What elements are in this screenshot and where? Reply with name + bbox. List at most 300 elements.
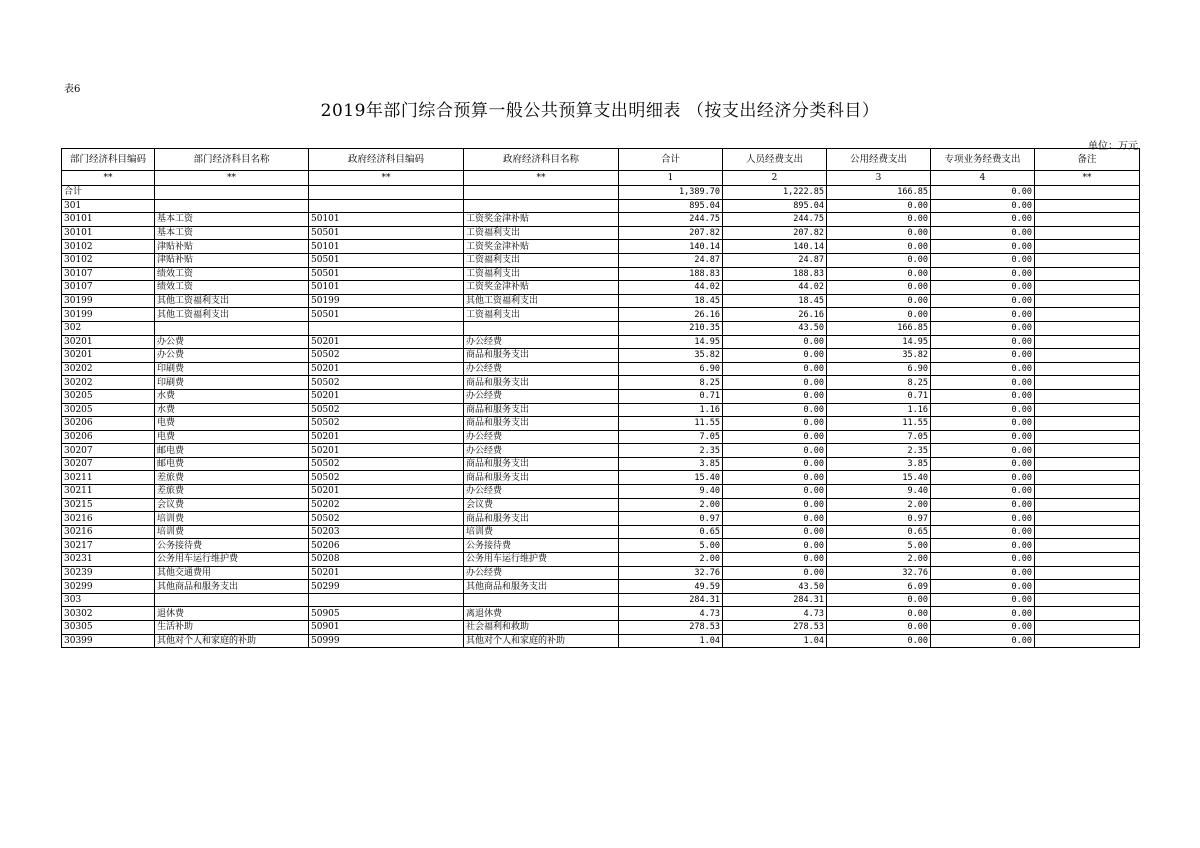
gov-code-cell: 50502 [309,512,464,526]
dept-name-cell: 差旅费 [155,485,309,499]
dept-code-cell: 30215 [62,498,155,512]
personnel-cell: 43.50 [723,580,827,594]
total-cell: 4.73 [619,607,723,621]
special-cell: 0.00 [931,335,1035,349]
dept-code-cell: 30202 [62,376,155,390]
personnel-cell: 0.00 [723,512,827,526]
personnel-cell: 4.73 [723,607,827,621]
public-cell: 6.09 [827,580,931,594]
special-cell: 0.00 [931,485,1035,499]
gov-code-cell: 50502 [309,376,464,390]
gov-code-cell: 50201 [309,444,464,458]
personnel-cell: 0.00 [723,457,827,471]
special-cell: 0.00 [931,321,1035,335]
personnel-cell: 0.00 [723,471,827,485]
dept-code-cell: 30205 [62,389,155,403]
gov-code-cell: 50501 [309,253,464,267]
total-cell: 2.35 [619,444,723,458]
note-cell [1035,457,1140,471]
table-row [62,417,1140,431]
public-cell: 2.35 [827,444,931,458]
public-cell: 0.00 [827,308,931,322]
gov-code-cell: 50203 [309,525,464,539]
special-cell: 0.00 [931,634,1035,648]
table-row [62,403,1140,417]
note-cell [1035,566,1140,580]
column-header: 人员经费支出 [723,149,827,171]
dept-code-cell: 30216 [62,512,155,526]
public-cell: 32.76 [827,566,931,580]
dept-code-cell: 30205 [62,403,155,417]
public-cell: 15.40 [827,471,931,485]
column-header: 合计 [619,149,723,171]
gov-code-cell: 50101 [309,281,464,295]
dept-code-cell: 302 [62,321,155,335]
budget-table [61,148,1140,648]
dept-name-cell: 其他交通费用 [155,566,309,580]
table-row [62,512,1140,526]
public-cell: 166.85 [827,321,931,335]
total-cell: 18.45 [619,294,723,308]
dept-code-cell: 301 [62,199,155,213]
public-cell: 5.00 [827,539,931,553]
dept-name-cell [155,593,309,607]
total-cell: 3.85 [619,457,723,471]
dept-code-cell: 30211 [62,471,155,485]
note-cell [1035,335,1140,349]
gov-name-cell [464,199,619,213]
personnel-cell: 895.04 [723,199,827,213]
public-cell: 0.00 [827,634,931,648]
note-cell [1035,267,1140,281]
personnel-cell: 0.00 [723,376,827,390]
special-cell: 0.00 [931,580,1035,594]
special-cell: 0.00 [931,253,1035,267]
total-cell: 26.16 [619,308,723,322]
public-cell: 0.71 [827,389,931,403]
column-header: 政府经济科目名称 [464,149,619,171]
note-cell [1035,199,1140,213]
gov-code-cell: 50502 [309,417,464,431]
gov-name-cell: 办公经费 [464,444,619,458]
gov-name-cell: 办公经费 [464,335,619,349]
gov-name-cell: 工资奖金津补贴 [464,213,619,227]
dept-code-cell: 30399 [62,634,155,648]
column-header: 部门经济科目编码 [62,149,155,171]
gov-code-cell: 50201 [309,389,464,403]
note-cell [1035,444,1140,458]
note-cell [1035,607,1140,621]
public-cell: 0.97 [827,512,931,526]
table-row [62,376,1140,390]
total-cell: 32.76 [619,566,723,580]
unit-label: 单位：万元 [1088,141,1138,152]
gov-name-cell: 办公经费 [464,430,619,444]
personnel-cell: 0.00 [723,498,827,512]
personnel-cell: 188.83 [723,267,827,281]
dept-code-cell: 30199 [62,308,155,322]
table-row [62,335,1140,349]
column-index: ** [1035,171,1140,186]
total-cell: 2.00 [619,553,723,567]
dept-code-cell: 30107 [62,267,155,281]
special-cell: 0.00 [931,389,1035,403]
table-row [62,240,1140,254]
note-cell [1035,213,1140,227]
note-cell [1035,580,1140,594]
special-cell: 0.00 [931,512,1035,526]
gov-code-cell: 50101 [309,240,464,254]
column-index: 1 [619,171,723,186]
public-cell: 0.00 [827,199,931,213]
table-row [62,593,1140,607]
gov-name-cell: 其他商品和服务支出 [464,580,619,594]
personnel-cell: 0.00 [723,335,827,349]
gov-name-cell [464,186,619,200]
dept-name-cell: 绩效工资 [155,267,309,281]
special-cell: 0.00 [931,498,1035,512]
dept-name-cell: 差旅费 [155,471,309,485]
public-cell: 1.16 [827,403,931,417]
personnel-cell: 0.00 [723,417,827,431]
gov-name-cell: 其他工资福利支出 [464,294,619,308]
note-cell [1035,430,1140,444]
table-row [62,566,1140,580]
note-cell [1035,471,1140,485]
total-cell: 5.00 [619,539,723,553]
dept-name-cell: 邮电费 [155,444,309,458]
page-title: 2019年部门综合预算一般公共预算支出明细表 （按支出经济分类科目） [320,101,880,121]
column-header: 专项业务经费支出 [931,149,1035,171]
dept-name-cell: 邮电费 [155,457,309,471]
special-cell: 0.00 [931,240,1035,254]
dept-name-cell: 其他对个人和家庭的补助 [155,634,309,648]
dept-name-cell: 会议费 [155,498,309,512]
note-cell [1035,321,1140,335]
gov-name-cell: 商品和服务支出 [464,349,619,363]
special-cell: 0.00 [931,308,1035,322]
table-row [62,607,1140,621]
table-body [62,186,1140,648]
column-index-row [62,171,1140,186]
dept-name-cell: 印刷费 [155,376,309,390]
dept-name-cell: 印刷费 [155,362,309,376]
dept-name-cell: 其他商品和服务支出 [155,580,309,594]
table-row [62,430,1140,444]
dept-code-cell: 30201 [62,349,155,363]
note-cell [1035,485,1140,499]
dept-name-cell: 其他工资福利支出 [155,308,309,322]
gov-name-cell: 会议费 [464,498,619,512]
total-cell: 6.90 [619,362,723,376]
total-cell: 15.40 [619,471,723,485]
table-row [62,389,1140,403]
public-cell: 0.00 [827,294,931,308]
note-cell [1035,376,1140,390]
dept-code-cell: 30299 [62,580,155,594]
gov-name-cell [464,593,619,607]
total-cell: 11.55 [619,417,723,431]
table-row [62,294,1140,308]
table-row [62,444,1140,458]
total-cell: 9.40 [619,485,723,499]
personnel-cell: 0.00 [723,539,827,553]
gov-name-cell: 工资福利支出 [464,308,619,322]
dept-name-cell: 津贴补贴 [155,253,309,267]
dept-name-cell: 培训费 [155,512,309,526]
gov-code-cell: 50502 [309,349,464,363]
special-cell: 0.00 [931,362,1035,376]
gov-code-cell: 50201 [309,335,464,349]
total-cell: 8.25 [619,376,723,390]
gov-name-cell: 商品和服务支出 [464,417,619,431]
gov-name-cell: 公务用车运行维护费 [464,553,619,567]
note-cell [1035,525,1140,539]
public-cell: 0.00 [827,240,931,254]
dept-name-cell [155,186,309,200]
dept-code-cell: 30231 [62,553,155,567]
dept-code-cell: 30107 [62,281,155,295]
personnel-cell: 0.00 [723,525,827,539]
dept-code-cell: 30202 [62,362,155,376]
total-cell: 278.53 [619,621,723,635]
gov-code-cell: 50206 [309,539,464,553]
dept-name-cell: 生活补助 [155,621,309,635]
dept-name-cell: 公务用车运行维护费 [155,553,309,567]
dept-name-cell [155,199,309,213]
dept-code-cell: 30305 [62,621,155,635]
gov-code-cell: 50501 [309,267,464,281]
special-cell: 0.00 [931,553,1035,567]
total-cell: 244.75 [619,213,723,227]
personnel-cell: 0.00 [723,349,827,363]
special-cell: 0.00 [931,444,1035,458]
dept-code-cell: 30239 [62,566,155,580]
public-cell: 14.95 [827,335,931,349]
note-cell [1035,634,1140,648]
gov-name-cell: 工资奖金津补贴 [464,281,619,295]
dept-name-cell: 公务接待费 [155,539,309,553]
public-cell: 8.25 [827,376,931,390]
table-row [62,634,1140,648]
dept-name-cell: 退休费 [155,607,309,621]
public-cell: 9.40 [827,485,931,499]
public-cell: 6.90 [827,362,931,376]
gov-name-cell: 商品和服务支出 [464,376,619,390]
special-cell: 0.00 [931,213,1035,227]
dept-code-cell: 30207 [62,457,155,471]
gov-name-cell: 商品和服务支出 [464,403,619,417]
table-header-row [62,149,1140,171]
table-row [62,621,1140,635]
special-cell: 0.00 [931,349,1035,363]
public-cell: 0.00 [827,621,931,635]
dept-name-cell: 电费 [155,430,309,444]
special-cell: 0.00 [931,430,1035,444]
dept-name-cell [155,321,309,335]
total-cell: 35.82 [619,349,723,363]
total-cell: 207.82 [619,226,723,240]
note-cell [1035,417,1140,431]
personnel-cell: 140.14 [723,240,827,254]
gov-name-cell: 工资福利支出 [464,253,619,267]
personnel-cell: 43.50 [723,321,827,335]
special-cell: 0.00 [931,539,1035,553]
gov-code-cell: 50502 [309,471,464,485]
special-cell: 0.00 [931,186,1035,200]
personnel-cell: 26.16 [723,308,827,322]
table-row [62,267,1140,281]
dept-code-cell: 303 [62,593,155,607]
note-cell [1035,349,1140,363]
public-cell: 2.00 [827,498,931,512]
note-cell [1035,186,1140,200]
table-row [62,213,1140,227]
column-index: ** [464,171,619,186]
special-cell: 0.00 [931,525,1035,539]
personnel-cell: 0.00 [723,362,827,376]
dept-code-cell: 30199 [62,294,155,308]
gov-code-cell: 50101 [309,213,464,227]
gov-name-cell: 离退休费 [464,607,619,621]
table-row [62,253,1140,267]
gov-code-cell: 50999 [309,634,464,648]
special-cell: 0.00 [931,294,1035,308]
dept-name-cell: 办公费 [155,349,309,363]
table-row [62,349,1140,363]
column-header: 部门经济科目名称 [155,149,309,171]
personnel-cell: 0.00 [723,553,827,567]
table-row [62,199,1140,213]
personnel-cell: 0.00 [723,403,827,417]
table-row [62,553,1140,567]
public-cell: 0.00 [827,607,931,621]
public-cell: 11.55 [827,417,931,431]
note-cell [1035,621,1140,635]
note-cell [1035,403,1140,417]
personnel-cell: 0.00 [723,444,827,458]
gov-name-cell: 培训费 [464,525,619,539]
table-row [62,498,1140,512]
dept-name-cell: 办公费 [155,335,309,349]
gov-code-cell [309,321,464,335]
dept-name-cell: 培训费 [155,525,309,539]
special-cell: 0.00 [931,403,1035,417]
column-header: 公用经费支出 [827,149,931,171]
dept-name-cell: 基本工资 [155,213,309,227]
total-cell: 0.65 [619,525,723,539]
dept-code-cell: 30217 [62,539,155,553]
column-index: 3 [827,171,931,186]
sheet-label: 表6 [64,84,81,95]
personnel-cell: 1,222.85 [723,186,827,200]
gov-code-cell: 50201 [309,430,464,444]
gov-code-cell: 50199 [309,294,464,308]
column-header: 政府经济科目编码 [309,149,464,171]
column-index: ** [62,171,155,186]
public-cell: 0.00 [827,281,931,295]
table-row [62,539,1140,553]
total-cell: 0.71 [619,389,723,403]
dept-code-cell: 30101 [62,226,155,240]
personnel-cell: 284.31 [723,593,827,607]
gov-name-cell: 商品和服务支出 [464,512,619,526]
gov-name-cell: 办公经费 [464,362,619,376]
gov-code-cell: 50501 [309,226,464,240]
gov-name-cell: 商品和服务支出 [464,471,619,485]
dept-name-cell: 电费 [155,417,309,431]
special-cell: 0.00 [931,226,1035,240]
note-cell [1035,281,1140,295]
personnel-cell: 0.00 [723,389,827,403]
special-cell: 0.00 [931,457,1035,471]
dept-code-cell: 30206 [62,430,155,444]
gov-code-cell [309,199,464,213]
table-row [62,580,1140,594]
personnel-cell: 0.00 [723,430,827,444]
table-row [62,281,1140,295]
total-cell: 1.04 [619,634,723,648]
note-cell [1035,539,1140,553]
public-cell: 0.00 [827,253,931,267]
table-row [62,186,1140,200]
total-cell: 284.31 [619,593,723,607]
table-row [62,457,1140,471]
dept-code-cell: 30102 [62,240,155,254]
gov-name-cell: 办公经费 [464,485,619,499]
table-row [62,362,1140,376]
gov-name-cell: 社会福利和救助 [464,621,619,635]
column-header: 备注 [1035,149,1140,171]
dept-code-cell: 30207 [62,444,155,458]
public-cell: 0.00 [827,226,931,240]
total-cell: 0.97 [619,512,723,526]
special-cell: 0.00 [931,199,1035,213]
gov-code-cell: 50201 [309,485,464,499]
dept-name-cell: 其他工资福利支出 [155,294,309,308]
special-cell: 0.00 [931,621,1035,635]
total-cell: 14.95 [619,335,723,349]
special-cell: 0.00 [931,607,1035,621]
gov-code-cell: 50208 [309,553,464,567]
column-index: ** [309,171,464,186]
personnel-cell: 18.45 [723,294,827,308]
special-cell: 0.00 [931,593,1035,607]
personnel-cell: 0.00 [723,566,827,580]
public-cell: 0.00 [827,267,931,281]
dept-code-cell: 30102 [62,253,155,267]
gov-name-cell: 其他对个人和家庭的补助 [464,634,619,648]
note-cell [1035,498,1140,512]
total-cell: 140.14 [619,240,723,254]
note-cell [1035,553,1140,567]
personnel-cell: 0.00 [723,485,827,499]
total-cell: 44.02 [619,281,723,295]
dept-name-cell: 水费 [155,403,309,417]
gov-name-cell: 工资福利支出 [464,226,619,240]
public-cell: 7.05 [827,430,931,444]
gov-code-cell: 50299 [309,580,464,594]
public-cell: 3.85 [827,457,931,471]
note-cell [1035,593,1140,607]
dept-code-cell: 30216 [62,525,155,539]
gov-code-cell [309,186,464,200]
note-cell [1035,308,1140,322]
gov-code-cell: 50501 [309,308,464,322]
gov-name-cell: 工资奖金津补贴 [464,240,619,254]
public-cell: 0.00 [827,213,931,227]
column-index: 2 [723,171,827,186]
